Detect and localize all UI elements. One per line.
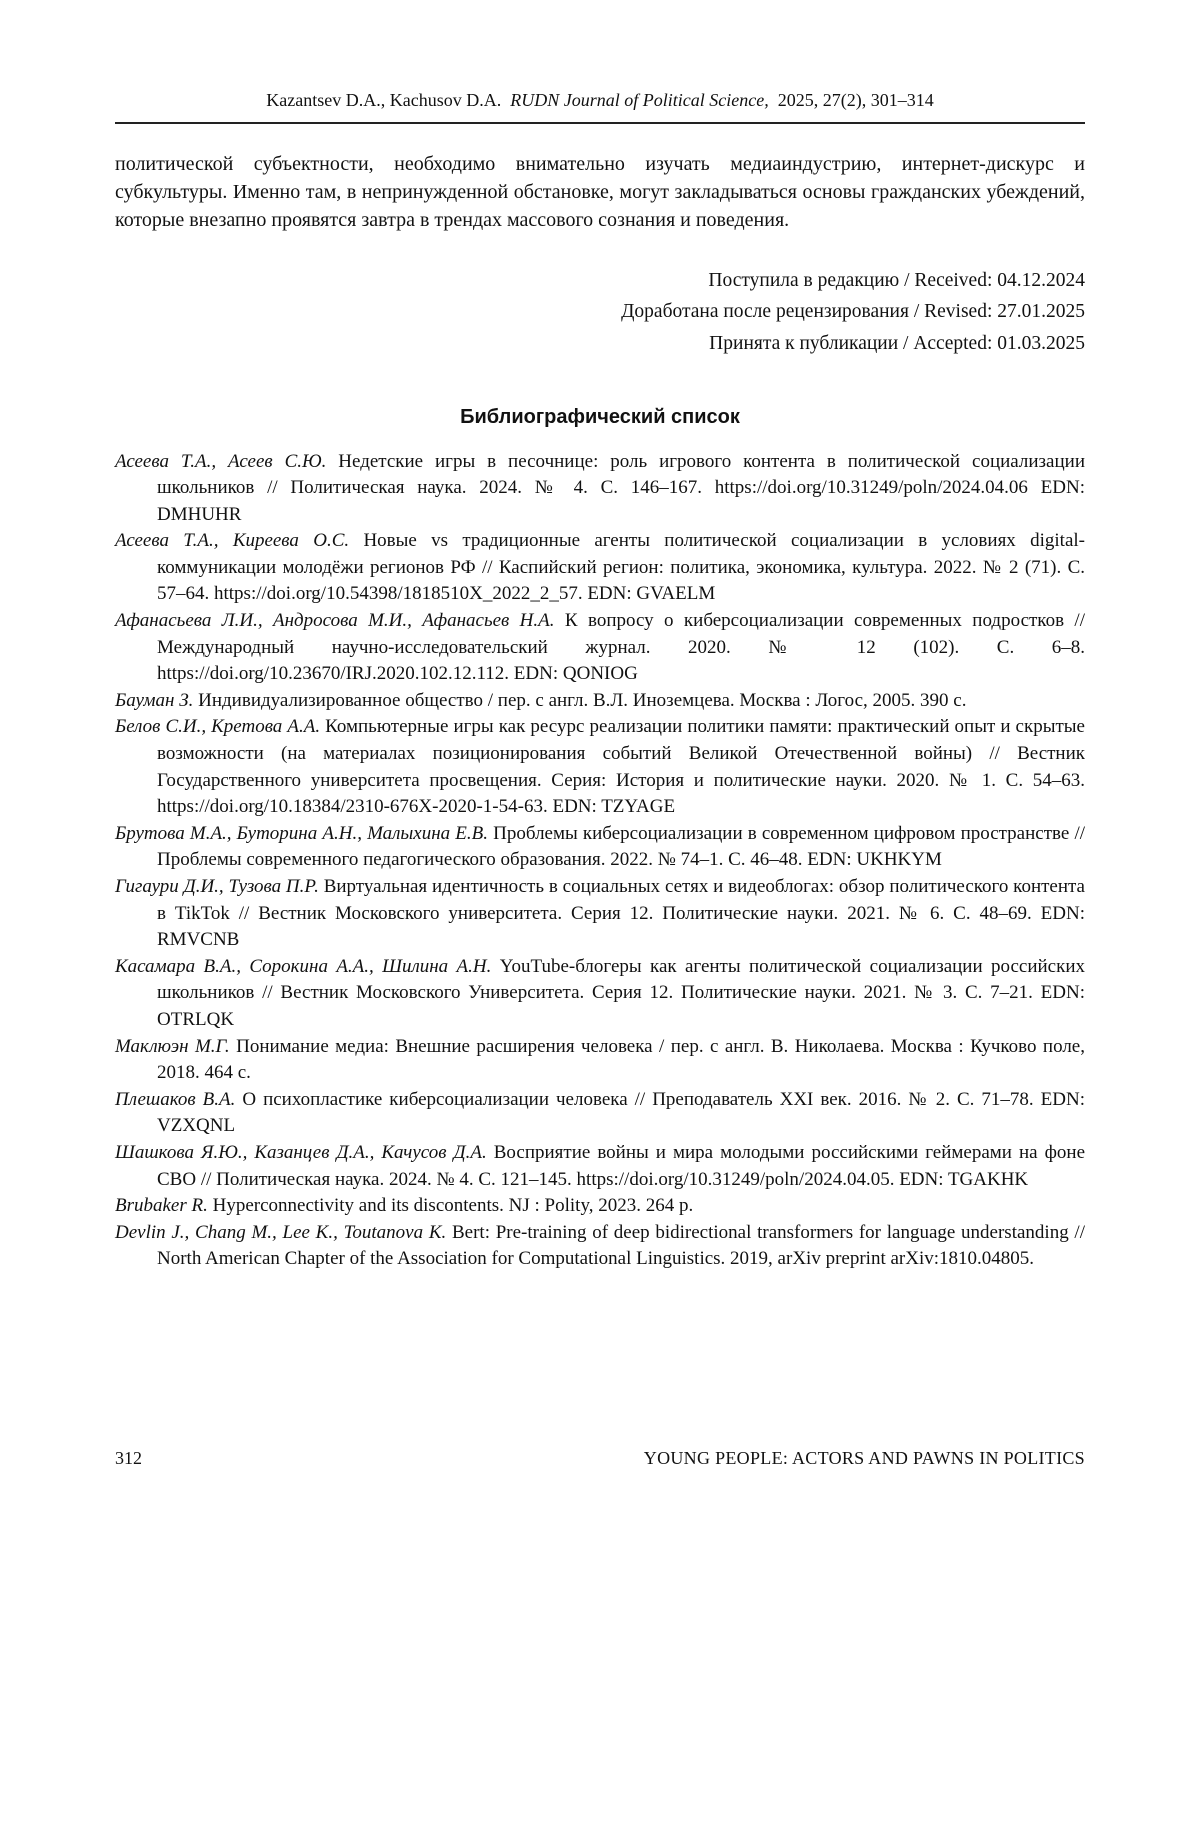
entry-authors: Касамара В.А., Сорокина А.А., Шилина А.Н. <box>115 955 492 977</box>
bibliography-entry <box>115 1034 1085 1087</box>
entry-authors: Афанасьева Л.И., Андросова М.И., Афанасьев Н.А. <box>115 610 555 632</box>
bibliography-entry <box>115 1193 1085 1220</box>
date-revised: Доработана после рецензирования / Revised: 27.01.2025 <box>621 301 1085 323</box>
dates-block <box>115 265 1085 360</box>
entry-authors: Brubaker R. <box>115 1195 208 1217</box>
entry-text: Проблемы киберсоциализации в современном цифровом пространстве // Проблемы современного педагогического образования. 2022. № 74–1. С. 46–48. EDN: UKHKYM <box>157 822 1086 871</box>
intro-paragraph: политической субъектности, необходимо внимательно изучать медиаиндустрию, интернет-дискурс и субкультуры. Именно там, в непринужденной обстановке, могут закладываться основы гражданских убеждений, которые внезапно проявятся завтра в трендах массового сознания и поведения. <box>115 152 1085 232</box>
entry-text: Восприятие войны и мира молодыми российскими геймерами на фоне СВО // Политическая наука. 2024. № 4. С. 121–145. https://doi.org/10.31249/poln/2024.04.05. EDN: TGAKHK <box>157 1141 1085 1190</box>
entry-text: Виртуальная идентичность в социальных сетях и видеоблогах: обзор политического контента в TikTok // Вестник Московского университета. Серия 12. Политические науки. 2021. № 6. С. 48–69. EDN: RMVCNB <box>157 876 1085 951</box>
bibliography-entry <box>115 874 1085 954</box>
page-header <box>115 90 1085 124</box>
entry-text: К вопросу о киберсоциализации современных подростков // Международный научно-исследовательский журнал. 2020. № 12 (102). С. 6–8. https://doi.org/10.23670/IRJ.2020.102.12.112. EDN: QONIOG <box>157 610 1085 685</box>
entry-authors: Шашкова Я.Ю., Казанцев Д.А., Качусов Д.А. <box>115 1141 487 1163</box>
page-number: 312 <box>115 1448 142 1468</box>
entry-text: Новые vs традиционные агенты политической социализации в условиях digital-коммуникации молодёжи регионов РФ // Каспийский регион: политика, экономика, культура. 2022. № 2 (71). С. 57–64. https://doi.org/10.54398/1818510X_2022_2_57. EDN: GVAELM <box>157 530 1085 605</box>
entry-text: Hyperconnectivity and its discontents. NJ : Polity, 2023. 264 p. <box>207 1195 694 1217</box>
page-footer <box>115 1448 1085 1469</box>
header-journal-title: RUDN Journal of Political Science, <box>510 90 769 110</box>
entry-authors: Плешаков В.А. <box>115 1088 236 1110</box>
entry-authors: Белов С.И., Кретова А.А. <box>115 716 321 738</box>
entry-text: Понимание медиа: Внешние расширения человека / пер. с англ. В. Николаева. Москва : Кучково поле, 2018. 464 с. <box>157 1035 1085 1084</box>
entry-authors: Брутова М.А., Буторина А.Н., Малыхина Е.В. <box>115 822 489 844</box>
entry-text: Недетские игры в песочнице: роль игрового контента в политической социализации школьников // Политическая наука. 2024. № 4. С. 146–167. https://doi.org/10.31249/poln/2024.04.06 EDN: DMHUHR <box>157 450 1085 525</box>
bibliography-entry <box>115 1220 1085 1273</box>
bibliography-entry <box>115 1087 1085 1140</box>
bibliography-entry <box>115 528 1085 608</box>
bibliography-entry <box>115 608 1085 688</box>
bibliography-entry <box>115 449 1085 529</box>
running-title: YOUNG PEOPLE: ACTORS AND PAWNS IN POLITICS <box>643 1448 1085 1468</box>
entry-text: YouTube-блогеры как агенты политической социализации российских школьников // Вестник Московского Университета. Серия 12. Политические науки. 2021. № 3. С. 7–21. EDN: OTRLQK <box>157 955 1086 1030</box>
entry-authors: Devlin J., Chang M., Lee K., Toutanova K. <box>115 1221 447 1243</box>
date-received: Поступила в редакцию / Received: 04.12.2024 <box>708 269 1085 291</box>
bibliography-entry <box>115 688 1085 715</box>
entry-text: Компьютерные игры как ресурс реализации политики памяти: практический опыт и скрытые возможности (на материалах позиционирования событий Великой Отечественной войны) // Вестник Государственного университета просвещения. Серия: История и политические науки. 2020. № 1. С. 54–63. https://doi.org/10.18384/2310-676X-2020-1-54-63. EDN: TZYAGE <box>157 716 1085 818</box>
entry-text: О психопластике киберсоциализации человека // Преподаватель XXI век. 2016. № 2. С. 71–78. EDN: VZXQNL <box>157 1088 1085 1137</box>
entry-authors: Асеева Т.А., Киреева О.С. <box>115 530 350 552</box>
header-authors: Kazantsev D.A., Kachusov D.A. <box>266 90 502 110</box>
entry-authors: Асеева Т.А., Асеев С.Ю. <box>115 450 327 472</box>
date-accepted: Принята к публикации / Accepted: 01.03.2025 <box>709 332 1085 354</box>
header-issue-info: 2025, 27(2), 301–314 <box>777 90 934 110</box>
bibliography-entry <box>115 821 1085 874</box>
bibliography-title: Библиографический список <box>460 405 740 428</box>
entry-authors: Гигаури Д.И., Тузова П.Р. <box>115 876 319 897</box>
bibliography-entry <box>115 1140 1085 1193</box>
bibliography-entry <box>115 954 1085 1034</box>
bibliography-list <box>115 449 1085 1273</box>
bibliography-entry <box>115 714 1085 820</box>
entry-authors: Бауман З. <box>115 689 194 711</box>
entry-authors: Маклюэн М.Г. <box>115 1035 230 1057</box>
entry-text: Индивидуализированное общество / пер. с англ. В.Л. Иноземцева. Москва : Логос, 2005. 390 с. <box>193 689 967 711</box>
entry-text: Bert: Pre-training of deep bidirectional transformers for language understanding // North American Chapter of the Association for Computational Linguistics. 2019, arXiv preprint arXiv:1810.04805. <box>157 1221 1085 1270</box>
